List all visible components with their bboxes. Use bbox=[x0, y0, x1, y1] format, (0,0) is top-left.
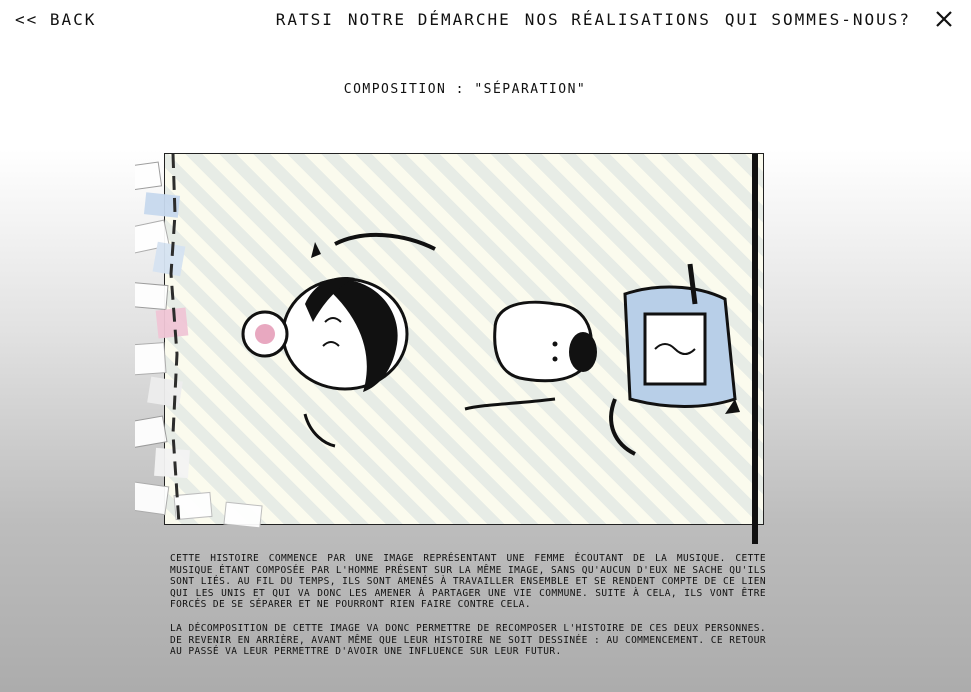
main-menu bbox=[276, 10, 911, 29]
nav-item-notre-demarche[interactable]: NOTRE DÉMARCHE bbox=[347, 10, 511, 29]
nav-item-qui-sommes-nous[interactable]: QUI SOMMES-NOUS? bbox=[724, 10, 911, 29]
page-title: COMPOSITION : "SÉPARATION" bbox=[343, 82, 587, 97]
woman-figure bbox=[243, 235, 435, 446]
back-link[interactable]: << BACK bbox=[15, 10, 97, 29]
artwork-image bbox=[164, 153, 764, 525]
description-text bbox=[170, 553, 766, 670]
nav-item-nos-realisations[interactable]: NOS RÉALISATIONS bbox=[524, 10, 711, 29]
man-figure bbox=[465, 154, 755, 544]
top-navigation bbox=[0, 0, 971, 40]
close-icon[interactable] bbox=[933, 8, 955, 30]
nav-item-ratsi[interactable]: RATSI bbox=[275, 10, 334, 29]
separation-illustration bbox=[135, 154, 795, 544]
description-paragraph: CETTE HISTOIRE COMMENCE PAR UNE IMAGE REPRÉSENTANT UNE FEMME ÉCOUTANT DE LA MUSIQUE. CETTE MUSIQUE ÉTANT COMPOSÉE PAR L'HOMME PRÉSENT SUR LA MÊME IMAGE, SANS QU'AUCUN D'EUX NE SACHE QU'ILS SONT LIÉS. AU FIL DU TEMPS, ILS SONT AMENÉS À TRAVAILLER ENSEMBLE ET SE RENDENT COMPTE DE CE LIEN QUI LES UNIS ET QUI VA DONC LES AMENER À PARTAGER UNE VIE COMMUNE. SUITE À CELA, ILS VONT ÊTRE FORCÉS DE SE SÉPARER ET NE POURRONT RIEN FAIRE CONTRE CELA. bbox=[170, 553, 766, 611]
description-paragraph: LA DÉCOMPOSITION DE CETTE IMAGE VA DONC PERMETTRE DE RECOMPOSER L'HISTOIRE DE CES DEUX PERSONNES. DE REVENIR EN ARRIÈRE, AVANT MÊME QUE LEUR HISTOIRE NE SOIT DESSINÉE : AU COMMENCEMENT. CE RETOUR AU PASSÉ VA LEUR PERMETTRE D'AVOIR UNE INFLUENCE SUR LEUR FUTUR. bbox=[170, 622, 766, 658]
